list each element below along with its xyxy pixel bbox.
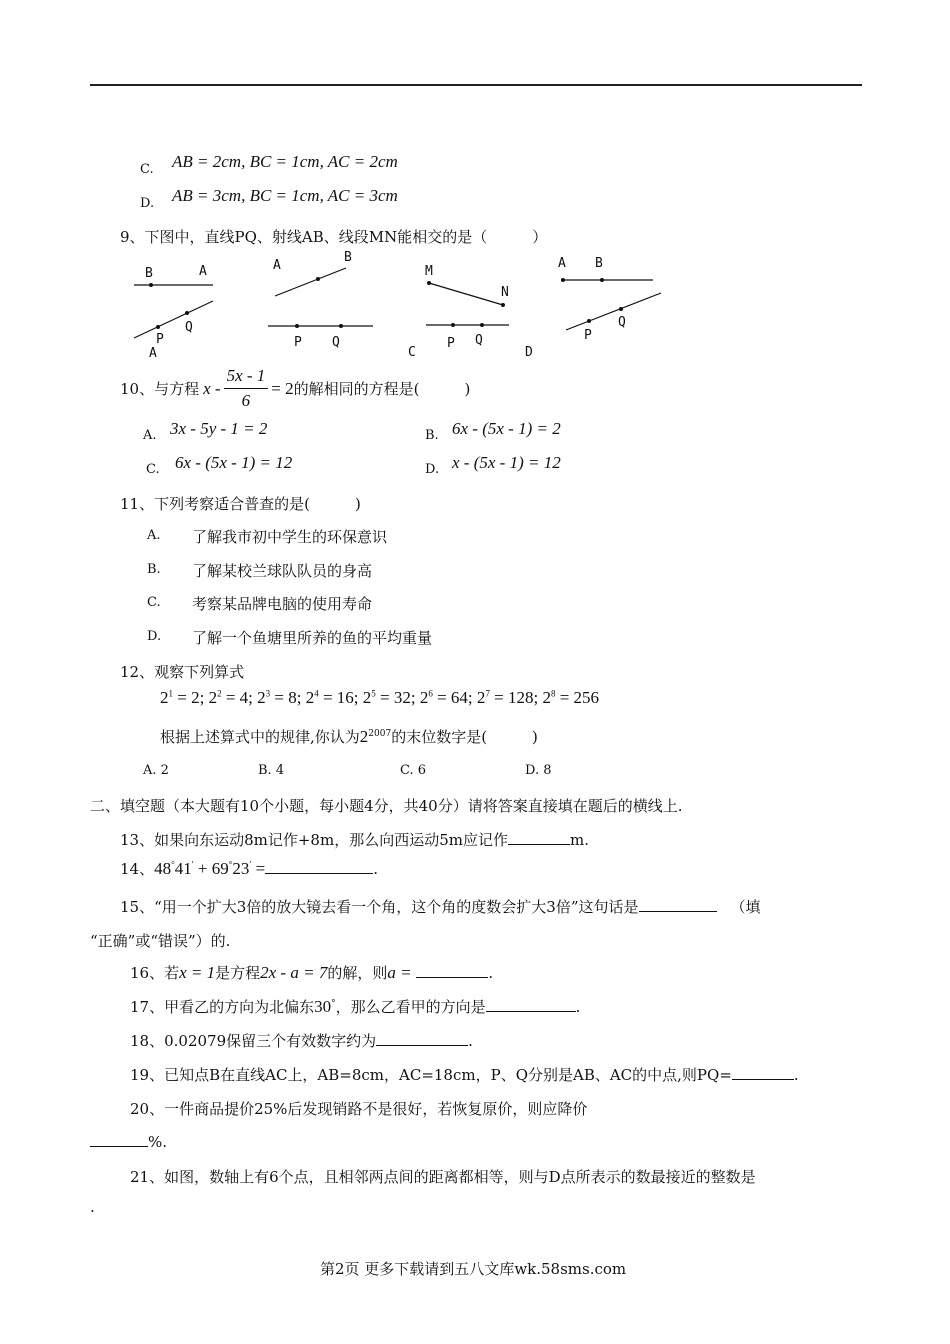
q12-option-b: B. 4: [258, 763, 285, 778]
q18-blank[interactable]: [376, 1031, 468, 1046]
q12-option-c: C. 6: [400, 763, 427, 778]
q20-line1: 20、一件商品提价25%后发现销路不是很好，若恢复原价，则应降价: [130, 1100, 588, 1118]
q9-figures: [120, 248, 680, 363]
q10-c-text: 6x - (5x - 1) = 12: [175, 453, 293, 472]
page-footer: 第2页 更多下载请到五八文库wk.58sms.com: [320, 1260, 627, 1278]
q19-blank[interactable]: [732, 1065, 794, 1080]
q10-frac-num: 5x - 1: [224, 366, 269, 389]
q11-d-label: D.: [147, 629, 162, 644]
q19: 19、已知点B在直线AC上，AB=8cm，AC=18cm，P、Q分别是AB、AC的中点,则PQ= .: [130, 1066, 799, 1084]
q9-fig-d-p: P: [584, 328, 592, 343]
q8-option-c-label: C.: [140, 162, 154, 177]
q9-fig-b-b: B: [344, 250, 352, 265]
q11-a-text: 了解我市初中学生的环保意识: [192, 528, 388, 546]
q11-d-text: 了解一个鱼塘里所养的鱼的平均重量: [192, 629, 433, 647]
q10-suffix: 的解相同的方程是( ): [293, 380, 471, 398]
q14: 14、48°41′ + 69°23′ = .: [120, 859, 378, 878]
q10-question: [120, 366, 470, 411]
q12-text: 12、观察下列算式: [120, 663, 245, 681]
q9-fig-b-a: A: [273, 258, 281, 273]
q10-a-label: A.: [143, 428, 157, 443]
q9-fig-d-label: D: [525, 345, 533, 360]
q8-option-d-text: AB = 3cm, BC = 1cm, AC = 3cm: [172, 186, 398, 205]
q16: 16、若x = 1是方程2x - a = 7的解，则a = .: [130, 963, 494, 982]
q9-figure-c: [408, 264, 509, 360]
q9-text: 9、下图中，直线PQ、射线AB、线段MN能相交的是（ ）: [120, 228, 548, 246]
q9-fig-c-p: P: [447, 336, 455, 351]
q10-lhs: x -: [203, 378, 221, 398]
section-2-heading: 二、填空题（本大题有10个小题，每小题4分，共40分）请将答案直接填在题后的横线上.: [90, 797, 683, 815]
q10-prefix: 10、与方程: [120, 380, 200, 398]
q9-fig-c-label: C: [408, 345, 416, 360]
q10-c-label: C.: [146, 462, 160, 477]
q10-b-text: 6x - (5x - 1) = 2: [452, 419, 561, 438]
q9-fig-c-q: Q: [475, 333, 483, 348]
q12-ask: 根据上述算式中的规律,你认为$2^{2007}$的末位数字是( ): [160, 727, 538, 746]
q10-rhs: = 2: [271, 378, 294, 398]
q9-fig-c-n: N: [501, 285, 509, 300]
q13-blank[interactable]: [508, 830, 570, 845]
q20-line2: %.: [90, 1132, 167, 1151]
q9-fig-d-b: B: [595, 256, 603, 271]
q9-fig-a-label: A: [149, 346, 157, 361]
q9-fig-c-m: M: [425, 264, 433, 279]
q17-blank[interactable]: [486, 997, 576, 1012]
q10-b-label: B.: [425, 428, 439, 443]
q8-option-c-text: AB = 2cm, BC = 1cm, AC = 2cm: [172, 152, 398, 171]
q17: 17、甲看乙的方向为北偏东30°，那么乙看甲的方向是 .: [130, 997, 581, 1016]
q10-frac-den: 6: [241, 391, 251, 410]
q14-blank[interactable]: [265, 859, 373, 874]
q15-line1: 15、“用一个扩大3倍的放大镜去看一个角，这个角的度数会扩大3倍”这句话是 （填: [120, 898, 761, 916]
q12-option-d: D. 8: [525, 763, 552, 778]
q11-a-label: A.: [147, 528, 161, 543]
q11-b-text: 了解某校兰球队队员的身高: [192, 562, 373, 580]
q21-line2: .: [90, 1198, 95, 1216]
q10-d-label: D.: [425, 462, 440, 477]
q10-fraction: [224, 366, 269, 411]
q9-fig-a-a: A: [199, 264, 207, 279]
q12-option-a: A. 2: [143, 763, 169, 778]
q15-blank[interactable]: [639, 897, 717, 912]
q11-c-text: 考察某品牌电脑的使用寿命: [192, 595, 373, 613]
q9-fig-a-q: Q: [185, 320, 193, 335]
q11-c-label: C.: [147, 595, 161, 610]
q9-figure-b: [268, 250, 373, 350]
q20-blank[interactable]: [90, 1132, 148, 1147]
q21-line1: 21、如图，数轴上有6个点，且相邻两点间的距离都相等，则与D点所表示的数最接近的整数是: [130, 1168, 756, 1186]
header-rule: [90, 84, 862, 86]
q9-fig-b-q: Q: [332, 335, 340, 350]
q18: 18、0.02079保留三个有效数字约为 .: [130, 1032, 473, 1050]
q9-figure-d: [525, 256, 661, 360]
q11-text: 11、下列考察适合普查的是( ): [120, 495, 361, 513]
q9-fig-d-q: Q: [618, 315, 626, 330]
q11-b-label: B.: [147, 562, 161, 577]
q10-a-text: 3x - 5y - 1 = 2: [170, 419, 268, 438]
q9-figure-a: [134, 264, 213, 361]
q9-fig-a-p: P: [156, 332, 164, 347]
q9-fig-d-a: A: [558, 256, 566, 271]
q16-blank[interactable]: [416, 963, 488, 978]
q8-option-d-label: D.: [140, 196, 155, 211]
q10-d-text: x - (5x - 1) = 12: [452, 453, 561, 472]
q9-fig-a-b: B: [145, 266, 153, 281]
q12-formula: $2^1 = 2$; $2^2 = 4$; $2^3 = 8$; $2^4 = 16$; $2^5 = 32$; $2^6 = 64$; $2^7 = 128$; $2^8 = 256$: [160, 688, 600, 707]
q9-fig-b-p: P: [294, 335, 302, 350]
q15-line2: “正确”或“错误”）的.: [90, 932, 231, 950]
q13: 13、如果向东运动8m记作+8m，那么向西运动5m应记作 m.: [120, 831, 589, 849]
